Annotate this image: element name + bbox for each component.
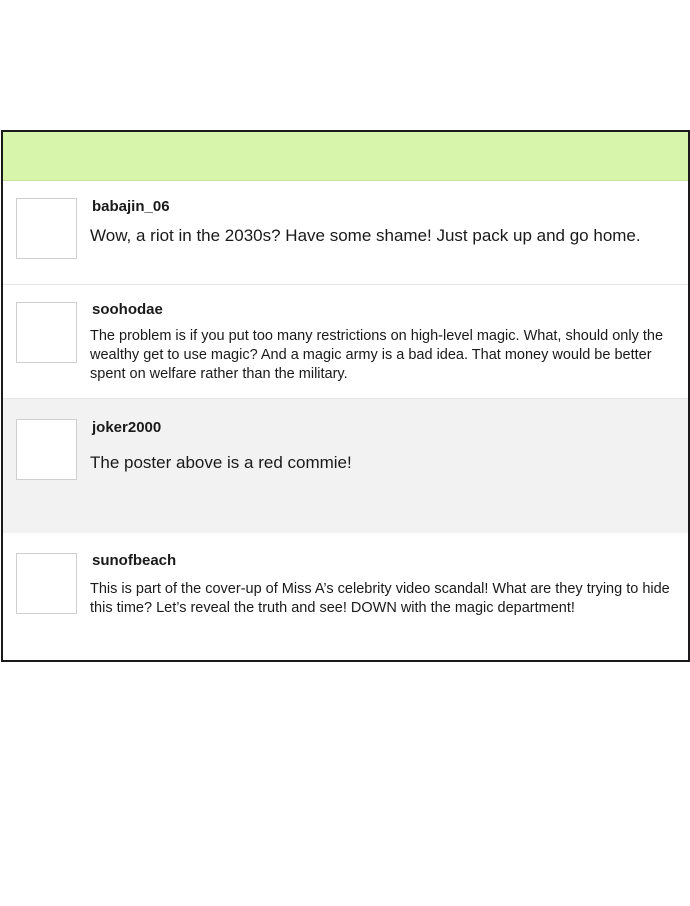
comment-text: Wow, a riot in the 2030s? Have some shame! Just pack up and go home. [90,226,641,245]
avatar[interactable] [16,419,77,480]
comment-username[interactable]: soohodae [92,301,163,318]
comment-username[interactable]: joker2000 [92,419,162,436]
comment-text: This is part of the cover-up of Miss A’s celebrity video scandal! What are they trying to hide this time? Let’s reveal the truth and see! DOWN with the magic department! [90,581,670,616]
avatar[interactable] [16,198,77,259]
comment-item [3,181,688,285]
comment-item [3,533,688,658]
comment-item [3,285,688,399]
panel-header-bar [3,132,688,181]
comment-item [3,399,688,533]
comment-text: The problem is if you put too many restrictions on high-level magic. What, should only the wealthy get to use magic? And a magic army is a bad idea. That money would be better spent on welfare rather than the military. [90,328,664,382]
comment-username[interactable]: babajin_06 [92,198,170,215]
comment-username[interactable]: sunofbeach [92,552,177,569]
comment-panel [1,130,690,662]
avatar[interactable] [16,553,77,614]
comment-text: The poster above is a red commie! [90,453,352,472]
avatar[interactable] [16,302,77,363]
